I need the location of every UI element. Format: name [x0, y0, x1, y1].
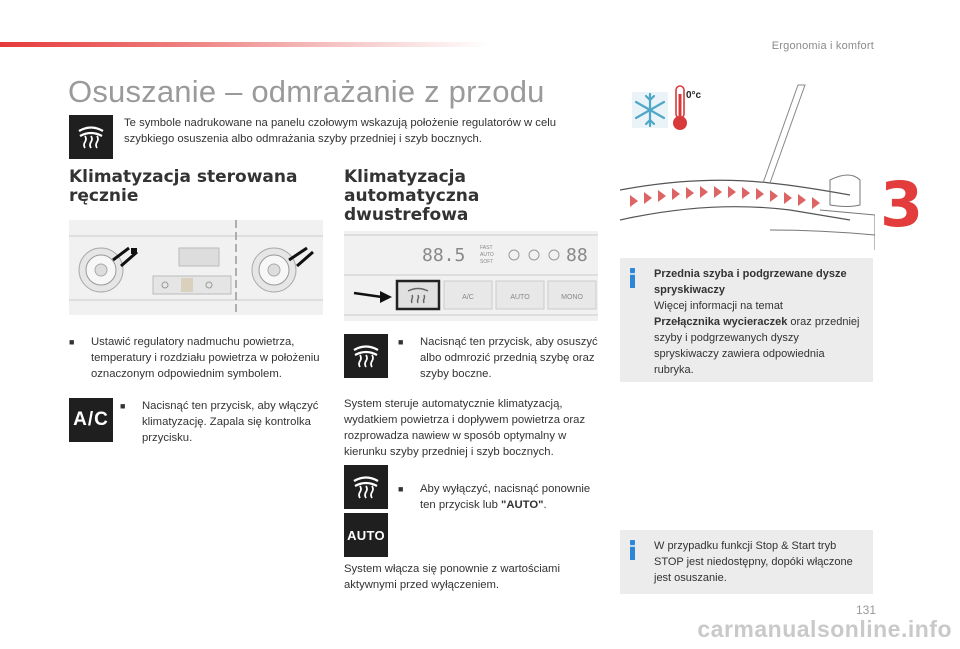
- svg-text:AUTO: AUTO: [510, 294, 530, 301]
- svg-text:FAST: FAST: [480, 245, 493, 251]
- auto-button-icon: AUTO: [344, 513, 388, 557]
- bullet-icon: ■: [398, 484, 404, 494]
- defrost-button-icon-2: [344, 465, 388, 509]
- manual-ac-heading: Klimatyzacja sterowana ręcznie: [69, 167, 298, 206]
- svg-text:AUTO: AUTO: [480, 252, 494, 258]
- auto-paragraph-2: System włącza się ponownie z wartościami aktywnymi przed wyłączeniem.: [344, 563, 560, 591]
- info-box-stop-start: W przypadku funkcji Stop & Start tryb STOP jest niedostępny, dopóki włączone jest osuszanie.: [620, 530, 873, 594]
- defrost-button-icon: [344, 334, 388, 378]
- ac-button-icon: A/C: [69, 398, 113, 442]
- windshield-defrost-illustration: [620, 80, 875, 250]
- manual-control-panel: [69, 220, 323, 315]
- snowflake-icon: [632, 92, 668, 128]
- temperature-label: 0°c: [686, 90, 702, 101]
- section-label: Ergonomia i komfort: [771, 40, 874, 52]
- auto-paragraph-1: System steruje automatycznie klimatyzacją, wydatkiem powietrza i dopływem powietrza oraz rozprowadza nawiew w sposób optymalny w kierunku szyby przedniej i szyb bocznych.: [344, 398, 586, 458]
- display-temp: 88.5: [422, 245, 466, 266]
- auto-bullet-1: ■ Nacisnąć ten przycisk, aby osuszyć albo odmrozić przednią szybę oraz szyby boczne.: [398, 336, 598, 380]
- temperature-knob: [252, 248, 296, 292]
- auto-ac-heading: Klimatyzacja automatyczna dwustrefowa: [344, 167, 480, 225]
- header-accent-bar: [0, 42, 490, 47]
- manual-bullet-2: ■ Nacisnąć ten przycisk, aby włączyć klimatyzację. Zapala się kontrolka przycisku.: [120, 400, 319, 444]
- bullet-icon: ■: [120, 401, 126, 411]
- svg-text:SOFT: SOFT: [480, 259, 494, 265]
- bullet-icon: ■: [69, 337, 75, 347]
- chapter-number: 3: [880, 168, 924, 241]
- thermometer-icon: [673, 86, 687, 130]
- intro-text: Te symbole nadrukowane na panelu czołowym wskazują położenie regulatorów w celu szybkiego osuszenia albo odmrażania szyby przedniej i szyb bocznych.: [124, 117, 557, 145]
- watermark: carmanualsonline.info: [697, 616, 952, 642]
- info-icon: [630, 540, 635, 560]
- defrost-icon: [69, 115, 113, 159]
- page-title: Osuszanie – odmrażanie z przodu: [68, 74, 545, 109]
- svg-text:MONO: MONO: [561, 294, 583, 301]
- fan-knob: [79, 248, 123, 292]
- bullet-icon: ■: [398, 337, 404, 347]
- auto-control-panel: [344, 231, 598, 321]
- svg-text:A/C: A/C: [462, 294, 474, 301]
- auto-bullet-2: ■ Aby wyłączyć, nacisnąć ponownie ten przycisk lub "AUTO".: [398, 483, 591, 511]
- info-icon: [630, 268, 635, 288]
- info-box-windshield: Przednia szyba i podgrzewane dysze spryskiwaczy Więcej informacji na temat Przełącznika wycieraczek oraz przedniej szyby i podgrzewanych dyszy spryskiwaczy zawiera odpowiednia rubryka.: [620, 258, 873, 382]
- svg-text:88: 88: [566, 245, 588, 266]
- manual-bullet-1: ■ Ustawić regulatory nadmuchu powietrza, temperatury i rozdziału powietrza w położeniu oznaczonym odpowiednim symbolem.: [69, 336, 320, 380]
- page-number: 131: [855, 603, 876, 617]
